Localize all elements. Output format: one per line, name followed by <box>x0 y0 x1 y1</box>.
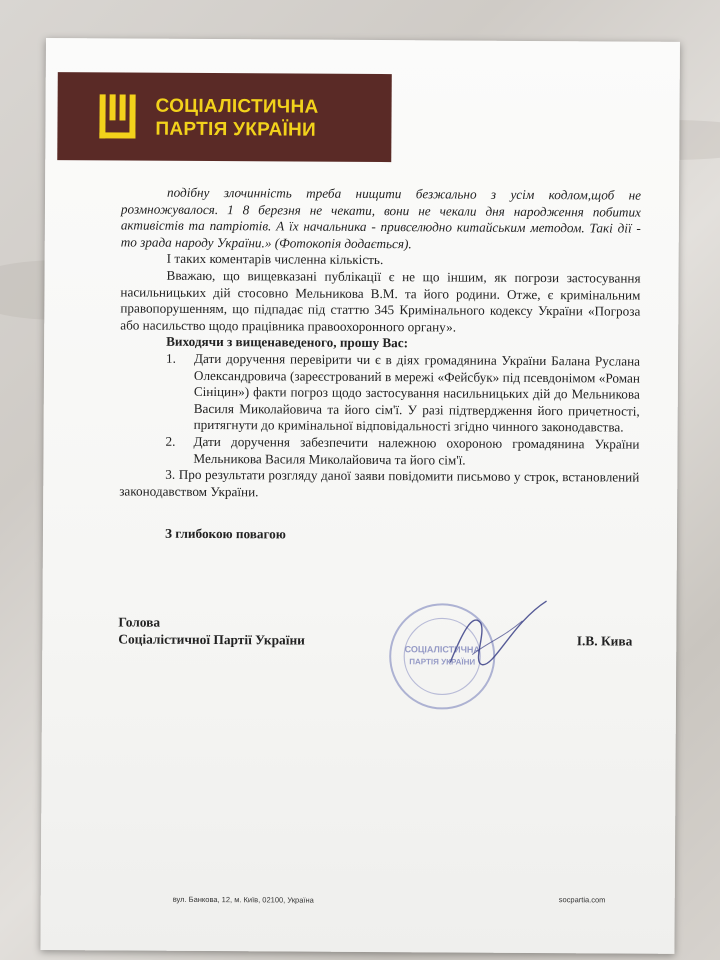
signature-block <box>118 614 638 650</box>
list-text: Дати доручення забезпечити належною охороною громадянина України Мельникова Василя Миколайовича та його сім'ї. <box>193 433 640 468</box>
result-paragraph: 3. Про результати розгляду даної заяви повідомити письмово у строк, встановлений законодавством України. <box>119 466 640 499</box>
list-number: 2. <box>165 433 176 449</box>
stamp-text: СОЦІАЛІСТИЧНА <box>404 644 480 655</box>
document-page <box>40 38 680 954</box>
list-text: Дати доручення перевірити чи є в діях громадянина України Балана Руслана Олександровича (зареєстрований в мережі «Фейсбук» під псевдонімом «Роман Сініцин») факти погроз щодо застосування насильницьких дій до Мельникова Василя Миколайовича та його сім'ї. У разі підтвердження його причетності, притягнути до кримінальної відповідальності згідно чинного законодавства. <box>193 350 641 435</box>
party-name-line2: ПАРТІЯ УКРАЇНИ <box>155 118 317 141</box>
party-name-line1: СОЦІАЛІСТИЧНА <box>155 95 319 118</box>
stamp-text: ПАРТІЯ УКРАЇНИ <box>409 657 476 667</box>
signer-name: І.В. Кива <box>576 633 633 649</box>
list-item <box>120 350 640 436</box>
list-item <box>119 433 639 469</box>
quote-paragraph: подібну злочинність треба нищити безжально з усім кодлом,щоб не розмножувалося. 1 8 березня не чекати, вони не чекали дня народження побитих активістів та патріотів. А їх начальника - привселюдно китайським методом. Такі дії - то зрада народу України.» (Фотокопія додається). <box>120 184 642 252</box>
letter-body <box>119 184 641 545</box>
party-name <box>155 95 318 142</box>
letterhead-banner <box>57 72 392 162</box>
footer-website: socpartia.com <box>558 895 606 905</box>
handwritten-signature <box>442 592 553 683</box>
signer-organization: Соціалістичної Партії України <box>118 630 305 648</box>
party-logo-icon <box>97 92 141 140</box>
comments-paragraph: І таких коментарів численна кількість. <box>166 251 384 268</box>
footer-address: вул. Банкова, 12, м. Київ, 02100, Україна <box>172 894 314 905</box>
legal-paragraph: Вважаю, що вищевказані публікації є не що іншим, як погрози застосування насильницьких дій стосовно Мельникова В.М. та його родини. Отже, є кримінальним правопорушенням, що підпадає під статтю 345 Кримінального кодексу України «Погроза або насильство щодо працівника правоохоронного органу». <box>120 267 641 335</box>
closing-greeting: З глибокою повагою <box>164 526 286 542</box>
request-heading: Виходячи з вищенаведеного, прошу Вас: <box>166 334 409 351</box>
signer-title: Голова <box>118 614 161 630</box>
list-number: 1. <box>166 350 176 366</box>
